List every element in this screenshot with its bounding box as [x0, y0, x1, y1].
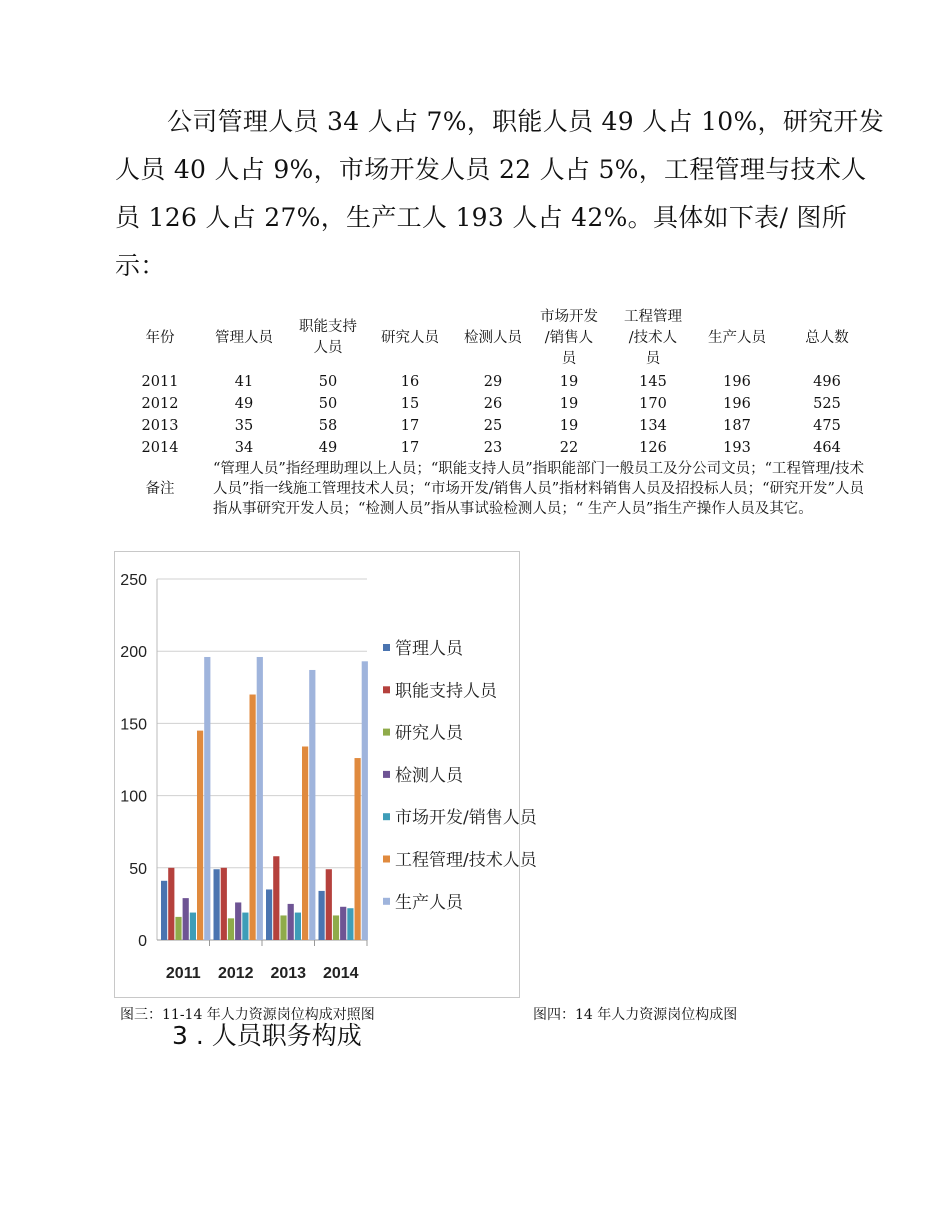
table-cell: 23 — [483, 439, 503, 456]
intro-line-4: 示： — [115, 251, 166, 280]
bar-chart — [114, 551, 537, 998]
bar — [355, 758, 361, 940]
y-tick-label: 150 — [120, 716, 147, 734]
legend-swatch — [383, 856, 390, 863]
bar — [309, 670, 315, 940]
table-header-row — [125, 305, 877, 371]
y-tick-label: 250 — [120, 572, 147, 589]
legend-swatch — [383, 898, 390, 905]
note-label: 备注 — [145, 480, 175, 497]
intro-line-1: 公司管理人员 34 人占 7%，职能人员 49 人占 10%，研究开发 — [167, 107, 885, 136]
staff-table — [125, 305, 877, 519]
legend-label: 职能支持人员 — [395, 681, 497, 702]
table-cell: 196 — [723, 373, 751, 390]
bar — [362, 661, 368, 940]
table-cell: 2014 — [141, 439, 179, 456]
note-text: “管理人员”指经理助理以上人员；“职能支持人员”指职能部门一般员工及分公司文员；“工程管理/技术人员”指一线施工管理技术人员；“市场开发/销售人员”指材料销售人员及招投标人员；“研究开发”人员指从事研究开发人员；“检测人员”指从事试验检测人员；“ 生产人员”指生产操作人员及其它。 — [213, 461, 864, 517]
legend-swatch — [383, 729, 390, 736]
bar — [175, 917, 181, 940]
table-cell: 145 — [639, 373, 667, 390]
table-row — [125, 393, 877, 415]
y-tick-label: 0 — [138, 933, 147, 950]
bar — [295, 913, 301, 940]
y-tick-label: 100 — [120, 788, 147, 806]
y-tick-label: 50 — [129, 860, 147, 878]
table-cell: 34 — [234, 439, 254, 456]
table-cell: 187 — [723, 417, 751, 434]
bar — [204, 657, 210, 940]
intro-line-2: 人员 40 人占 9%，市场开发人员 22 人占 5%，工程管理与技术人 — [115, 155, 867, 184]
table-cell: 58 — [318, 417, 338, 434]
table-cell: 2011 — [141, 373, 179, 390]
figure-4-caption: 图四：14 年人力资源岗位构成图 — [533, 1007, 738, 1023]
table-cell: 25 — [483, 417, 503, 434]
header-production: 生产人员 — [708, 329, 766, 346]
table-row — [125, 437, 877, 459]
header-research: 研究人员 — [381, 329, 439, 346]
legend-label: 研究人员 — [395, 723, 463, 744]
bar — [235, 902, 241, 940]
bar — [326, 869, 332, 940]
table-cell: 41 — [234, 373, 254, 390]
table-cell: 22 — [559, 439, 579, 456]
bar — [242, 913, 248, 940]
header-marketing: 市场开发 /销售人 员 — [540, 308, 598, 367]
table-cell: 50 — [318, 395, 338, 412]
table-cell: 29 — [483, 373, 503, 390]
bar — [333, 915, 339, 940]
y-tick-label: 200 — [120, 644, 147, 662]
table-cell: 475 — [813, 417, 841, 434]
legend-label: 工程管理/技术人员 — [395, 850, 537, 871]
x-tick-label: 2014 — [322, 965, 359, 982]
legend-label: 生产人员 — [395, 892, 463, 913]
x-tick-label: 2012 — [217, 965, 254, 982]
table-cell: 196 — [723, 395, 751, 412]
header-testing: 检测人员 — [464, 329, 522, 346]
figure-3-caption: 图三：11-14 年人力资源岗位构成对照图 — [120, 1007, 375, 1023]
bar — [183, 898, 189, 940]
header-total: 总人数 — [805, 329, 849, 346]
legend-label: 管理人员 — [395, 639, 463, 659]
table-cell: 2013 — [141, 417, 179, 434]
bar — [228, 918, 234, 940]
bar — [273, 856, 279, 940]
bar — [347, 908, 353, 940]
table-cell: 49 — [318, 439, 338, 456]
bar — [280, 915, 286, 940]
legend-swatch — [383, 644, 390, 651]
table-cell: 26 — [483, 395, 503, 412]
table-cell: 49 — [234, 395, 254, 412]
bar — [221, 868, 227, 940]
bar — [266, 889, 272, 940]
bar — [302, 747, 308, 940]
table-cell: 19 — [559, 417, 579, 434]
table-cell: 16 — [400, 373, 420, 390]
intro-paragraph — [115, 98, 885, 290]
table-cell: 496 — [813, 373, 841, 390]
bar — [190, 913, 196, 940]
bar — [288, 904, 294, 940]
table-row — [125, 371, 877, 393]
table-cell: 134 — [639, 417, 667, 434]
header-engineering: 工程管理 /技术人 员 — [624, 308, 682, 367]
header-year: 年份 — [145, 329, 175, 346]
table-cell: 19 — [559, 395, 579, 412]
table-cell: 19 — [559, 373, 579, 390]
legend-label: 检测人员 — [395, 765, 463, 786]
header-functional: 职能支持 人员 — [299, 319, 357, 356]
header-management: 管理人员 — [215, 329, 273, 346]
bar — [197, 731, 203, 940]
legend-swatch — [383, 771, 390, 778]
bar — [250, 695, 256, 940]
table-cell: 193 — [723, 439, 751, 456]
table-cell: 464 — [813, 439, 841, 456]
table-cell: 50 — [318, 373, 338, 390]
table-cell: 17 — [400, 417, 420, 434]
table-row — [125, 415, 877, 437]
legend-swatch — [383, 813, 390, 820]
table-cell: 2012 — [141, 395, 179, 412]
x-tick-label: 2013 — [270, 965, 307, 982]
bar — [168, 868, 174, 940]
bar — [214, 869, 220, 940]
bar — [257, 657, 263, 940]
bar — [319, 891, 325, 940]
table-cell: 126 — [639, 439, 667, 456]
intro-line-3: 员 126 人占 27%，生产工人 193 人占 42%。具体如下表/ 图所 — [115, 203, 848, 232]
table-note-row — [125, 459, 877, 519]
table-cell: 525 — [813, 395, 841, 412]
table-cell: 170 — [639, 395, 667, 412]
bar — [161, 881, 167, 940]
bar-chart-svg — [115, 552, 537, 997]
section-heading: 3 . 人员职务构成 — [172, 1021, 362, 1050]
table-cell: 35 — [234, 417, 254, 434]
x-tick-label: 2011 — [165, 965, 201, 982]
legend-swatch — [383, 686, 390, 693]
legend-label: 市场开发/销售人员 — [395, 808, 537, 829]
table-cell: 17 — [400, 439, 420, 456]
bar — [340, 907, 346, 940]
table-cell: 15 — [400, 395, 420, 412]
